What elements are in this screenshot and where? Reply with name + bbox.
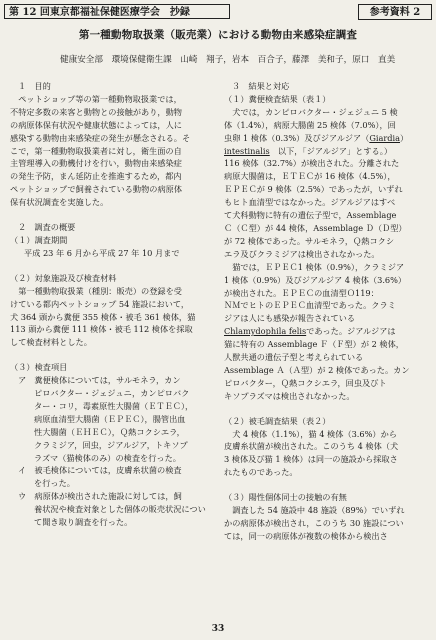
line-text: ＮＭでヒトのＥＰＥＣ血清型であった。クラミ — [224, 300, 396, 311]
line-text: 犬では，カンピロバクター・ジェジュニ 5 検 — [224, 106, 398, 117]
line-text: ウ 病原体が検出された施設に対しては，飼 — [18, 491, 182, 502]
line-text: の発生予防，まん延防止を推進するため，都内 — [10, 171, 182, 182]
line-text: ペットショップ等の第一種動物取扱業では， — [10, 93, 182, 104]
text-line — [224, 80, 430, 93]
line-text: キソプラズマは検出されなかった。 — [224, 390, 355, 401]
line-text: 以下，「ジアルジア」とする。） — [269, 145, 393, 156]
line-text: ター・コリ，毒素原性大腸菌（ＥＴＥＣ）， — [34, 400, 194, 411]
text-line — [10, 272, 214, 285]
text-line — [224, 351, 430, 364]
line-text: ジアは人にも感染が報告されている — [224, 313, 356, 324]
line-text: て聞き取り調査を行った。 — [34, 517, 133, 528]
text-line — [10, 285, 214, 298]
text-line — [224, 183, 430, 196]
text-line — [10, 490, 214, 503]
line-text: ２ 調査の概要 — [18, 222, 76, 233]
line-text: が検出された。ＥＰＥＣの血清型Ｏ119： — [224, 287, 379, 298]
text-line — [224, 119, 430, 132]
text-line — [10, 477, 214, 490]
line-text: の病原体保有状況や健康状態によっては，人に — [10, 119, 182, 130]
line-text: 皮膚糸状菌が検出された。このうち 4 検体（犬 — [224, 441, 399, 452]
line-text: クラミジア，回虫，ジアルジア，トキソプ — [34, 439, 188, 450]
text-line — [10, 323, 214, 336]
text-line — [10, 452, 214, 465]
text-line — [224, 453, 430, 466]
text-line — [224, 209, 430, 222]
line-text: （１）糞便検査結果（表１） — [224, 93, 331, 104]
line-text: けている都内ペットショップ 54 施設において， — [10, 298, 190, 309]
line-text: 不特定多数の来客と動物との接触があり，動物 — [10, 106, 182, 117]
line-text: 人獣共通の遺伝子型と考えられている — [224, 352, 364, 363]
line-text: 1 検体（0.9%）及びジアルジア 4 検体（3.6%） — [224, 274, 407, 285]
text-line — [224, 312, 430, 325]
line-text: 犬 364 頭から糞便 355 検体・被毛 361 検体，猫 — [10, 311, 196, 322]
right-column — [224, 80, 430, 543]
line-text: ペットショップで飼養されている動物の病原体 — [10, 184, 183, 195]
text-line — [10, 426, 214, 439]
text-line — [224, 440, 430, 453]
paragraph-gap — [10, 349, 214, 361]
text-line — [224, 491, 430, 504]
line-text: もヒト血清型ではなかった。ジアルジアはすべ — [224, 197, 396, 208]
text-line — [10, 234, 214, 247]
text-line — [10, 439, 214, 452]
text-line — [224, 132, 430, 145]
text-line — [224, 222, 430, 235]
text-line — [10, 464, 214, 477]
line-text: ） — [400, 132, 409, 143]
line-text: （２）被毛調査結果（表２） — [224, 415, 331, 426]
line-text: （３）検査項目 — [10, 362, 68, 373]
text-line — [10, 93, 214, 106]
text-line — [224, 248, 430, 261]
line-text: （２）対象施設及び検査材料 — [10, 272, 117, 283]
text-line — [224, 377, 430, 390]
paragraph-gap — [224, 479, 430, 491]
line-text: 病原大腸菌は，ＥＴＥＣが 16 検体（4.5%）， — [224, 171, 396, 182]
line-text: ピロバクター・ジェジュニ，カンピロバク — [34, 388, 190, 399]
line-text: て犬科動物に特有の遺伝子型で，Assemblage — [224, 210, 397, 221]
text-line — [224, 196, 430, 209]
left-column — [10, 80, 214, 529]
text-line — [224, 390, 430, 403]
line-text: 113 頭から糞便 111 検体・被毛 112 検体を採取 — [10, 324, 193, 335]
line-text: 犬 4 検体（1.1%），猫 4 検体（3.6%）から — [224, 428, 397, 439]
line-text: 猫では，ＥＰＥＣ1 検体（0.9%），クラミジア — [224, 261, 405, 272]
species-name: Chlamydophila felis — [224, 326, 307, 337]
text-line — [10, 400, 214, 413]
paragraph-gap — [10, 260, 214, 272]
text-line — [10, 80, 214, 93]
text-line — [224, 106, 430, 119]
text-line — [10, 196, 214, 209]
text-line — [10, 106, 214, 119]
line-text: 調査した 54 施設中 48 施設（89%）でいずれ — [224, 505, 405, 516]
line-text: 養状況や検査対象とした個体の販売状況につい — [34, 504, 206, 515]
line-text: （１）調査期間 — [10, 234, 68, 245]
paragraph-gap — [10, 209, 214, 221]
line-text: 平成 23 年 6 月から平成 27 年 10 月まで — [24, 247, 180, 258]
text-line — [10, 374, 214, 387]
text-line — [10, 311, 214, 324]
line-text: こで，第一種動物取扱業者に対し，衛生面の自 — [10, 145, 182, 156]
reference-label: 参考資料 2 — [358, 4, 432, 20]
text-line — [224, 530, 430, 543]
line-text: 猫に特有の Assemblage Ｆ（Ｆ型）が 2 検体， — [224, 339, 404, 350]
line-text: ３ 結果と対応 — [232, 81, 290, 91]
text-line — [10, 132, 214, 145]
line-text: ラズマ（猫検体のみ）の検査を行った。 — [34, 452, 181, 463]
paragraph-gap — [224, 403, 430, 415]
text-line — [10, 247, 214, 260]
text-line — [224, 145, 430, 158]
text-line — [224, 466, 430, 479]
text-line — [10, 145, 214, 158]
line-text: Assemblage Ａ（Ａ型）が 2 検体であった。カン — [224, 364, 410, 375]
line-text: 116 検体（32.7%）が検出された。分離された — [224, 158, 400, 169]
conference-banner: 第 12 回東京都福祉保健医療学会 抄録 — [4, 4, 230, 19]
text-line — [224, 364, 430, 377]
line-text: 体（1.4%），病原大腸菌 25 検体（7.0%），回 — [224, 119, 396, 130]
text-line — [10, 170, 214, 183]
text-line — [10, 183, 214, 196]
line-text: 保有状況調査を実施した。 — [10, 197, 109, 208]
text-line — [224, 325, 430, 338]
text-line — [224, 287, 430, 300]
text-line — [10, 221, 214, 234]
page-number: 33 — [211, 624, 225, 634]
author-line: 健康安全部 環境保健衛生課 山崎 翔子，岩本 百合子，藤澤 美和子，原口 直美 — [60, 55, 396, 65]
text-line — [224, 415, 430, 428]
line-text: れたものであった。 — [224, 467, 298, 478]
text-line — [10, 157, 214, 170]
text-line — [224, 235, 430, 248]
line-text: 第一種動物取扱業（種別：販売）の登録を受 — [10, 285, 182, 296]
text-line — [224, 299, 430, 312]
line-text: であった。ジアルジアは — [306, 326, 396, 337]
line-text: Ｃ（Ｃ型）が 44 検体，Assemblage Ｄ（Ｄ型） — [224, 222, 407, 233]
species-name: intestinalis — [224, 145, 270, 156]
line-text: 性大腸菌（ＥＨＥＣ），Ｑ熱コクシエラ， — [34, 426, 185, 437]
text-line — [10, 361, 214, 374]
text-line — [10, 298, 214, 311]
line-text: １ 目的 — [18, 81, 51, 91]
line-text: を行った。 — [34, 478, 75, 489]
text-line — [224, 170, 430, 183]
text-line — [224, 504, 430, 517]
line-text: が 72 検体であった。サルモネラ，Ｑ熱コクシ — [224, 235, 395, 246]
line-text: 主管理導入の動機付けを行い，動物由来感染症 — [10, 158, 182, 169]
text-line — [224, 274, 430, 287]
text-line — [224, 93, 430, 106]
line-text: エラ及びクラミジアは検出されなかった。 — [224, 248, 380, 259]
text-line — [224, 517, 430, 530]
text-line — [224, 157, 430, 170]
line-text: かの病原体が検出され，このうち 30 施設につい — [224, 518, 404, 528]
text-line — [10, 336, 214, 349]
line-text: して検査材料とした。 — [10, 337, 92, 348]
line-text: 感染する動物由来感染症の発生が懸念される。そ — [10, 132, 191, 143]
line-text: 虫卵 1 検体（0.3%）及びジアルジア（ — [224, 132, 370, 143]
line-text: 3 検体及び猫 1 検体）は同一の施設から採取さ — [224, 454, 398, 465]
text-line — [10, 516, 214, 529]
line-text: ア 糞便検体については，サルモネラ，カン — [18, 375, 181, 386]
line-text: ＥＰＥＣが 9 検体（2.5%）であったが，いずれ — [224, 184, 403, 195]
line-text: （３）陽性個体同士の接触の有無 — [224, 492, 347, 503]
species-name: Giardia — [369, 132, 401, 143]
text-line — [224, 338, 430, 351]
line-text: イ 被毛検体については，皮膚糸状菌の検査 — [18, 465, 182, 476]
text-line — [224, 428, 430, 441]
text-line — [10, 503, 214, 516]
text-line — [224, 261, 430, 274]
line-text: 病原血清型大腸菌（ＥＰＥＣ），腸管出血 — [34, 413, 186, 424]
text-line — [10, 387, 214, 400]
document-title: 第一種動物取扱業（販売業）における動物由来感染症調査 — [78, 29, 358, 41]
text-line — [10, 413, 214, 426]
text-line — [10, 119, 214, 132]
line-text: ピロバクター，Ｑ熱コクシエラ，回虫及びト — [224, 377, 387, 388]
line-text: ては，同一の病原体が複数の検体から検出さ — [224, 530, 388, 541]
